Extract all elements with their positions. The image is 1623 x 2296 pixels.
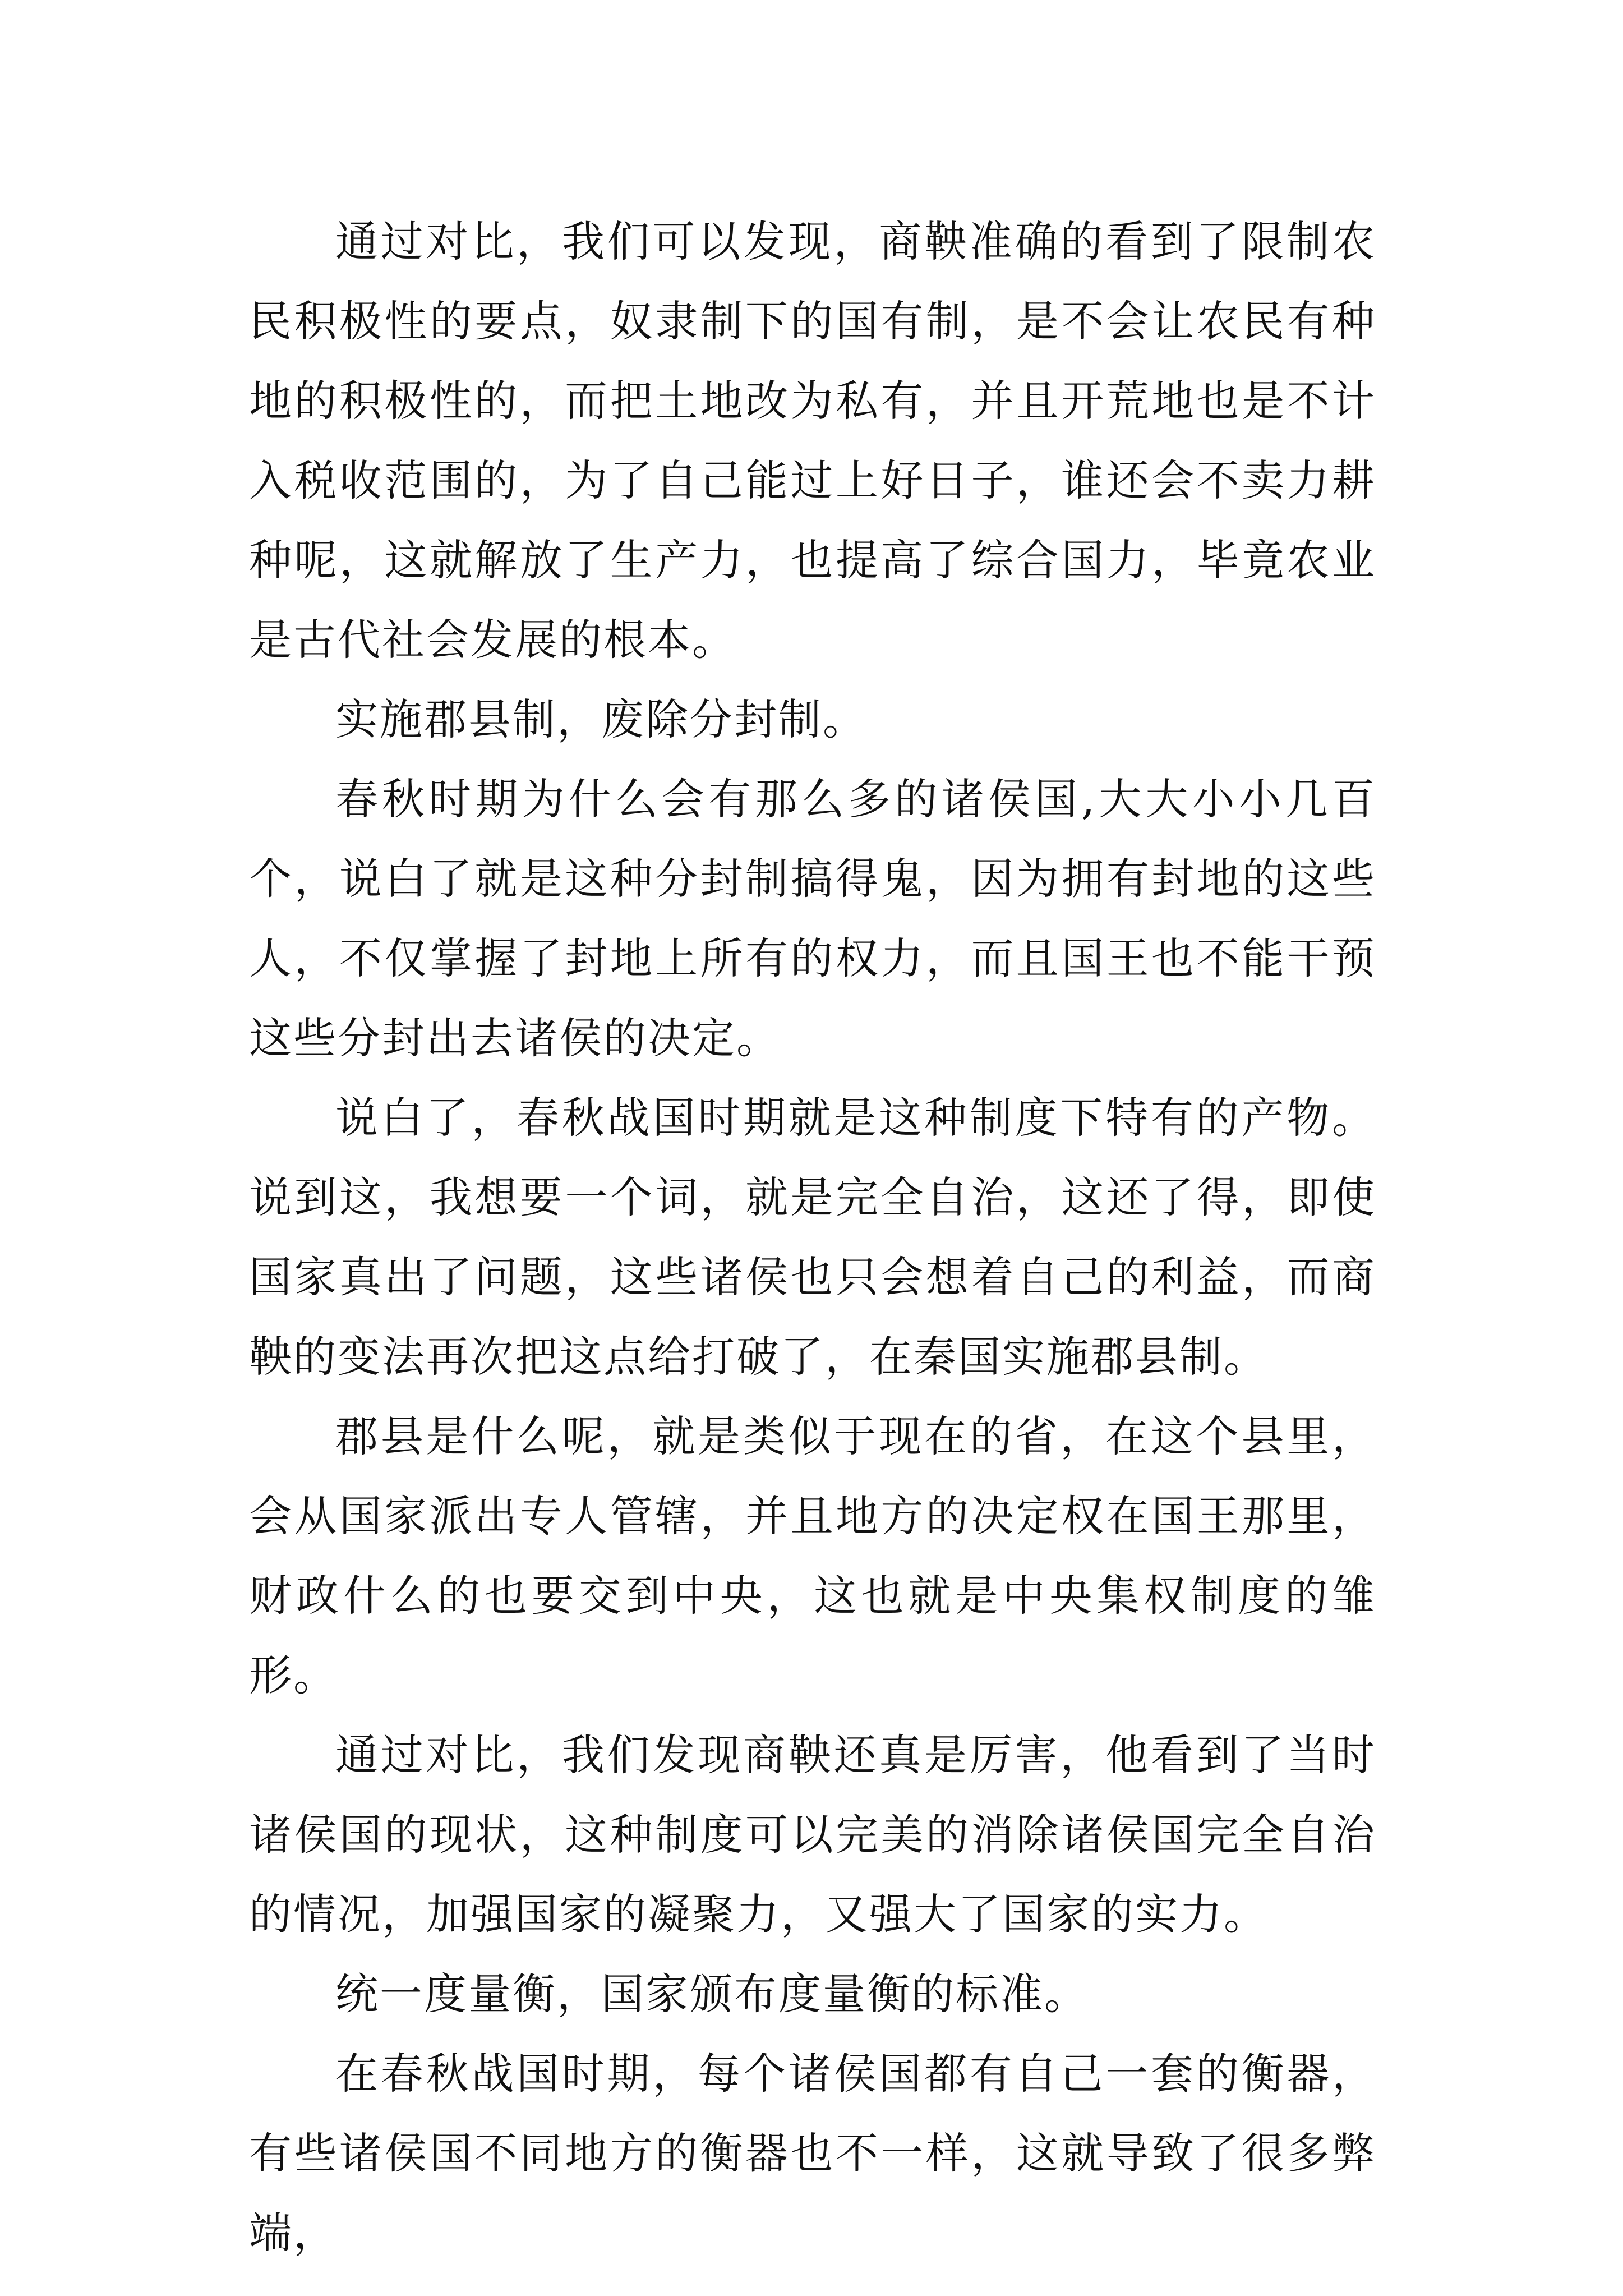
- paragraph-heading: 实施郡县制，废除分封制。: [335, 694, 867, 744]
- paragraph: 春秋时期为什么会有那么多的诸侯国,大大小小几百个，说白了就是这种分封制搞得鬼，因为拥有封地的这些人，不仅掌握了封地上所有的权力，而且国王也不能干预这些分封出去诸侯的决定。: [249, 774, 1376, 1063]
- paragraph: 通过对比，我们发现商鞅还真是厉害，他看到了当时诸侯国的现状，这种制度可以完美的消除诸侯国完全自治的情况，加强国家的凝聚力，又强大了国家的实力。: [249, 1730, 1376, 1939]
- paragraph: 通过对比，我们可以发现，商鞅准确的看到了限制农民积极性的要点，奴隶制下的国有制，是不会让农民有种地的积极性的，而把土地改为私有，并且开荒地也是不计入税收范围的，为了自己能过上好日子，谁还会不卖力耕种呢，这就解放了生产力，也提高了综合国力，毕竟农业是古代社会发展的根本。: [249, 217, 1376, 665]
- paragraph-heading: 统一度量衡，国家颁布度量衡的标准。: [335, 1969, 1089, 2019]
- paragraph: 在春秋战国时期，每个诸侯国都有自己一套的衡器，有些诸侯国不同地方的衡器也不一样，这就导致了很多弊端，: [249, 2049, 1376, 2258]
- paragraph: 郡县是什么呢，就是类似于现在的省，在这个县里，会从国家派出专人管辖，并且地方的决定权在国王那里，财政什么的也要交到中央，这也就是中央集权制度的雏形。: [249, 1411, 1376, 1700]
- paragraph: 说白了，春秋战国时期就是这种制度下特有的产物。说到这，我想要一个词，就是完全自治，这还了得，即使国家真出了问题，这些诸侯也只会想着自己的利益，而商鞅的变法再次把这点给打破了，在秦国实施郡县制。: [249, 1093, 1376, 1382]
- document-body: [249, 202, 1376, 2273]
